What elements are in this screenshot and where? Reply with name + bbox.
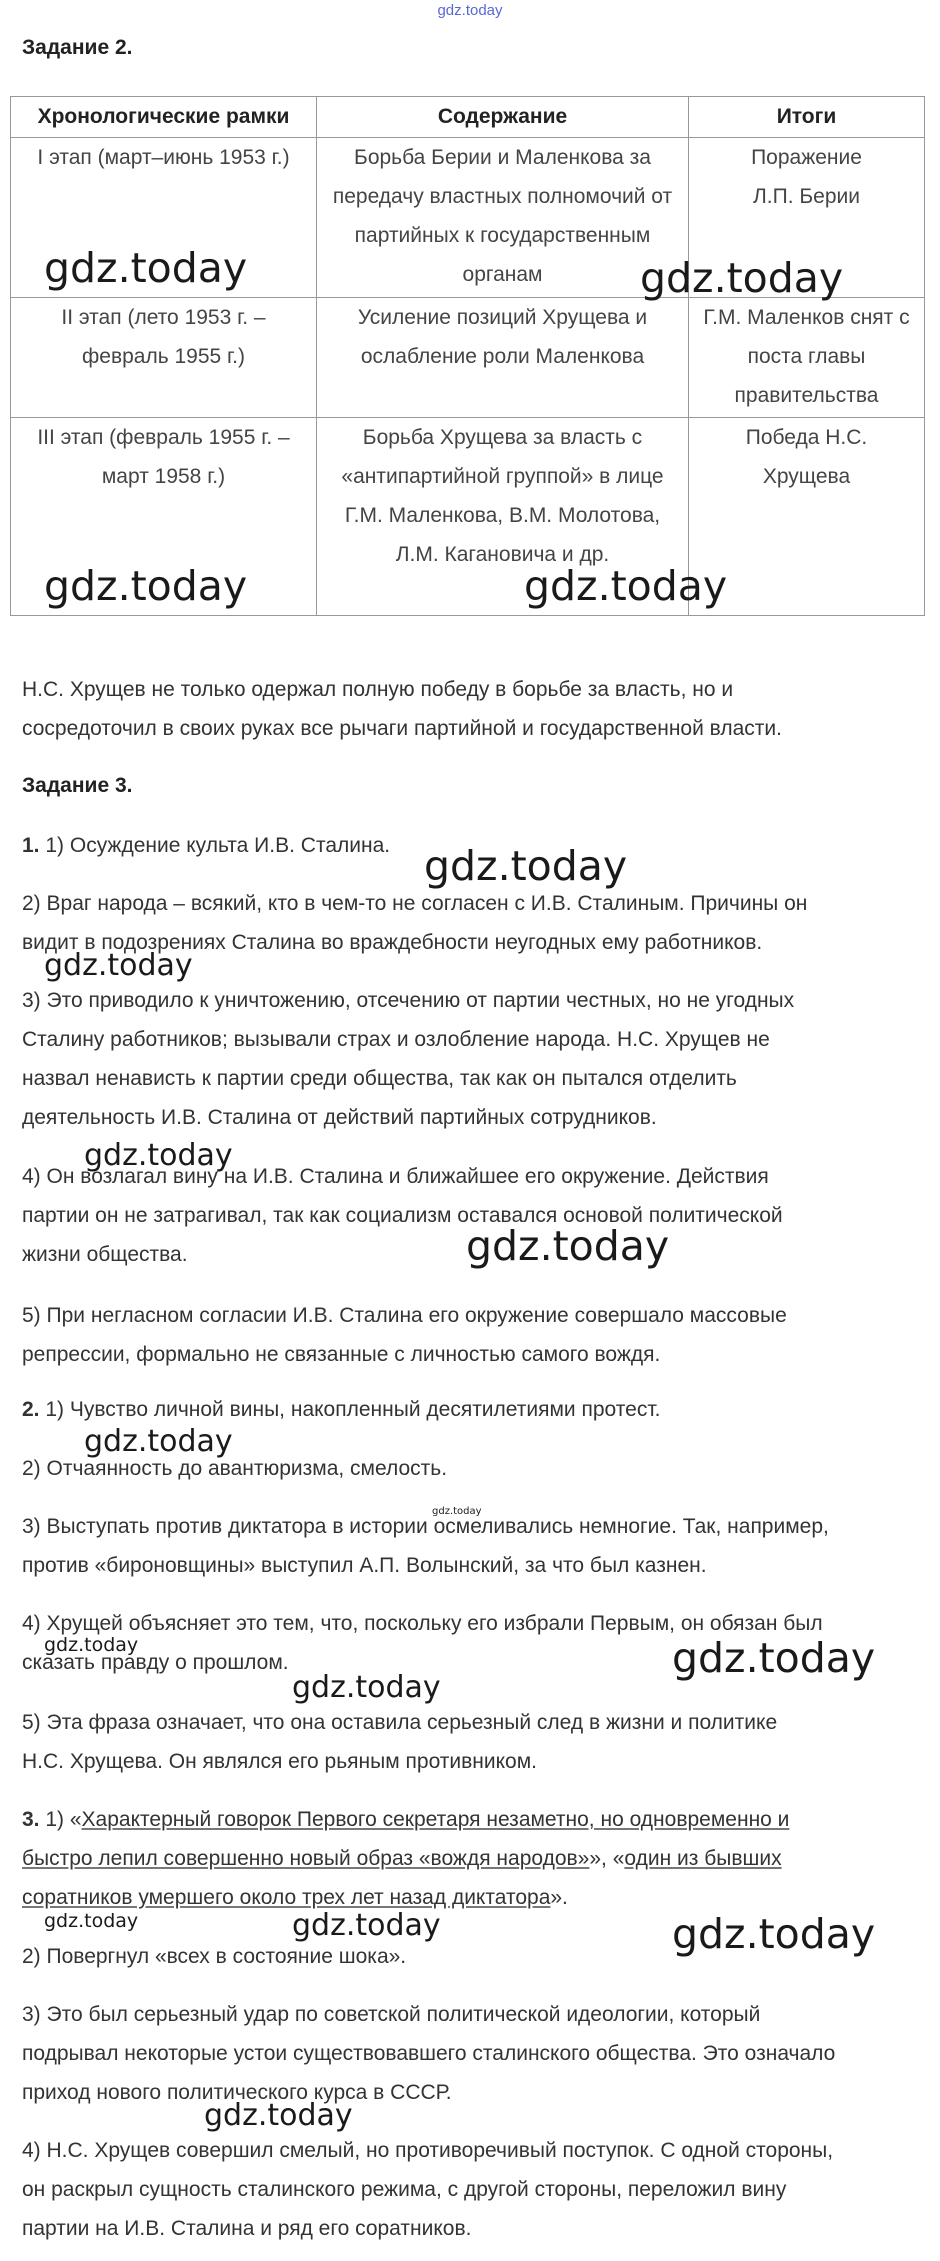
watermark: gdz.today	[84, 1138, 233, 1173]
text-line: партии он не затрагивал, так как социализм оставался основой политической	[22, 1204, 783, 1227]
chronology-table	[10, 96, 925, 616]
watermark: gdz.today	[466, 1222, 670, 1270]
text-line: он раскрыл сущность сталинского режима, с другой стороны, переложил вину	[22, 2178, 787, 2201]
table-cell: III этап (февраль 1955 г. – март 1958 г.)	[11, 418, 317, 616]
text-line: Н.С. Хрущева. Он являлся его рьяным противником.	[22, 1750, 537, 1773]
text-line: сказать правду о прошлом.	[22, 1651, 289, 1674]
watermark: gdz.today	[292, 1670, 441, 1705]
watermark: gdz.today	[672, 1910, 876, 1958]
section-number: 2.	[22, 1398, 40, 1421]
watermark: gdz.today	[44, 1910, 139, 1932]
text-fragment: ».	[550, 1886, 568, 1909]
watermark: gdz.today	[44, 948, 193, 983]
text-line: 5) При негласном согласии И.В. Сталина его окружение совершало массовые	[22, 1304, 787, 1327]
text-line: 5) Эта фраза означает, что она оставила серьезный след в жизни и политике	[22, 1711, 778, 1734]
answer-1-1	[22, 826, 390, 865]
text-line: Сталину работников; вызывали страх и озлобление народа. Н.С. Хрущев не	[22, 1028, 770, 1051]
underlined-quote: быстро лепил совершенно новый образ «вождя народов»	[22, 1847, 590, 1870]
text-line: 1) Осуждение культа И.В. Сталина.	[45, 834, 391, 857]
text-line: 3) Это приводило к уничтожению, отсечению от партии честных, но не угодных	[22, 989, 795, 1012]
text-line: партии на И.В. Сталина и ряд его соратников.	[22, 2217, 472, 2240]
answer-3-3	[22, 1995, 835, 2112]
table-cell: Борьба Берии и Маленкова за передачу властных полномочий от партийных к государственным органам	[317, 138, 689, 298]
text-fragment: 1) «	[45, 1808, 82, 1831]
task3-heading: Задание 3.	[22, 774, 133, 797]
answer-2-5	[22, 1703, 777, 1781]
table-row	[11, 298, 925, 418]
watermark: gdz.today	[672, 1634, 876, 1682]
text-line: 2) Враг народа – всякий, кто в чем-то не согласен с И.В. Сталиным. Причины он	[22, 892, 808, 915]
underlined-quote: соратников умершего около трех лет назад диктатора	[22, 1886, 551, 1909]
watermark: gdz.today	[84, 1424, 233, 1459]
text-line: деятельность И.В. Сталина от действий партийных сотрудников.	[22, 1106, 657, 1129]
watermark: gdz.today	[424, 842, 628, 890]
table-cell: I этап (март–июнь 1953 г.)	[11, 138, 317, 298]
text-line: против «бироновщины» выступил А.П. Волынский, за что был казнен.	[22, 1554, 707, 1577]
watermark: gdz.today	[44, 562, 248, 610]
text-line: 3) Это был серьезный удар по советской политической идеологии, который	[22, 2003, 761, 2026]
table-cell: Усиление позиций Хрущева и ослабление роли Маленкова	[317, 298, 689, 418]
text-line: 4) Он возлагал вину на И.В. Сталина и ближайшее его окружение. Действия	[22, 1165, 769, 1188]
text-line	[22, 1800, 789, 1839]
section-number: 3.	[22, 1808, 40, 1831]
watermark: gdz.today	[44, 244, 248, 292]
table-header-row	[11, 97, 925, 138]
answer-2-2: 2) Отчаянность до авантюризма, смелость.	[22, 1457, 448, 1480]
text-line: назвал ненависть к партии среди общества, так как он пытался отделить	[22, 1067, 737, 1090]
table-cell: Г.М. Маленков снят с поста главы правительства	[689, 298, 925, 418]
table-cell: Победа Н.С. Хрущева	[689, 418, 925, 616]
answer-1-3	[22, 981, 794, 1137]
text-line: 3) Выступать против диктатора в истории осмеливались немногие. Так, например,	[22, 1515, 829, 1538]
answer-3-2: 2) Повергнул «всех в состояние шока».	[22, 1945, 407, 1968]
section-number: 1.	[22, 834, 40, 857]
text-line: Н.С. Хрущев не только одержал полную победу в борьбе за власть, но и	[22, 678, 734, 701]
text-line: 4) Хрущей объясняет это тем, что, поскольку его избрали Первым, он обязан был	[22, 1612, 823, 1635]
text-line: сосредоточил в своих руках все рычаги партийной и государственной власти.	[22, 717, 782, 740]
watermark: gdz.today	[204, 2098, 353, 2133]
text-line: приход нового политического курса в СССР.	[22, 2081, 452, 2104]
watermark: gdz.today	[44, 1634, 139, 1656]
answer-3-1	[22, 1800, 789, 1917]
text-line: 4) Н.С. Хрущев совершил смелый, но противоречивый поступок. С одной стороны,	[22, 2139, 834, 2162]
underlined-quote: Характерный говорок Первого секретаря незаметно, но одновременно и	[81, 1808, 790, 1831]
column-header: Содержание	[317, 97, 689, 138]
answer-3-4	[22, 2131, 833, 2248]
text-line: репрессии, формально не связанные с личностью самого вождя.	[22, 1343, 661, 1366]
table-cell: II этап (лето 1953 г. – февраль 1955 г.)	[11, 298, 317, 418]
text-line: 1) Чувство личной вины, накопленный десятилетиями протест.	[45, 1398, 661, 1421]
answer-1-5	[22, 1296, 787, 1374]
text-fragment: », «	[589, 1847, 625, 1870]
table-cell: Борьба Хрущева за власть с «антипартийной группой» в лице Г.М. Маленкова, В.М. Молотова, Л.М. Кагановича и др.	[317, 418, 689, 616]
site-link[interactable]: gdz.today	[437, 2, 503, 19]
table-cell: Поражение Л.П. Берии	[689, 138, 925, 298]
watermark: gdz.today	[432, 1506, 482, 1517]
answer-2-3	[22, 1507, 829, 1585]
column-header: Итоги	[689, 97, 925, 138]
column-header: Хронологические рамки	[11, 97, 317, 138]
text-line: видит в подозрениях Сталина во враждебности неугодных ему работников.	[22, 931, 763, 954]
text-line: жизни общества.	[22, 1243, 188, 1266]
watermark: gdz.today	[524, 562, 728, 610]
task2-heading: Задание 2.	[22, 36, 133, 59]
watermark: gdz.today	[292, 1908, 441, 1943]
text-line	[22, 1839, 789, 1878]
watermark: gdz.today	[640, 254, 844, 302]
underlined-quote: один из бывших	[624, 1847, 782, 1870]
summary-paragraph	[22, 670, 782, 748]
text-line: подрывал некоторые устои существовавшего сталинского общества. Это означало	[22, 2042, 836, 2065]
